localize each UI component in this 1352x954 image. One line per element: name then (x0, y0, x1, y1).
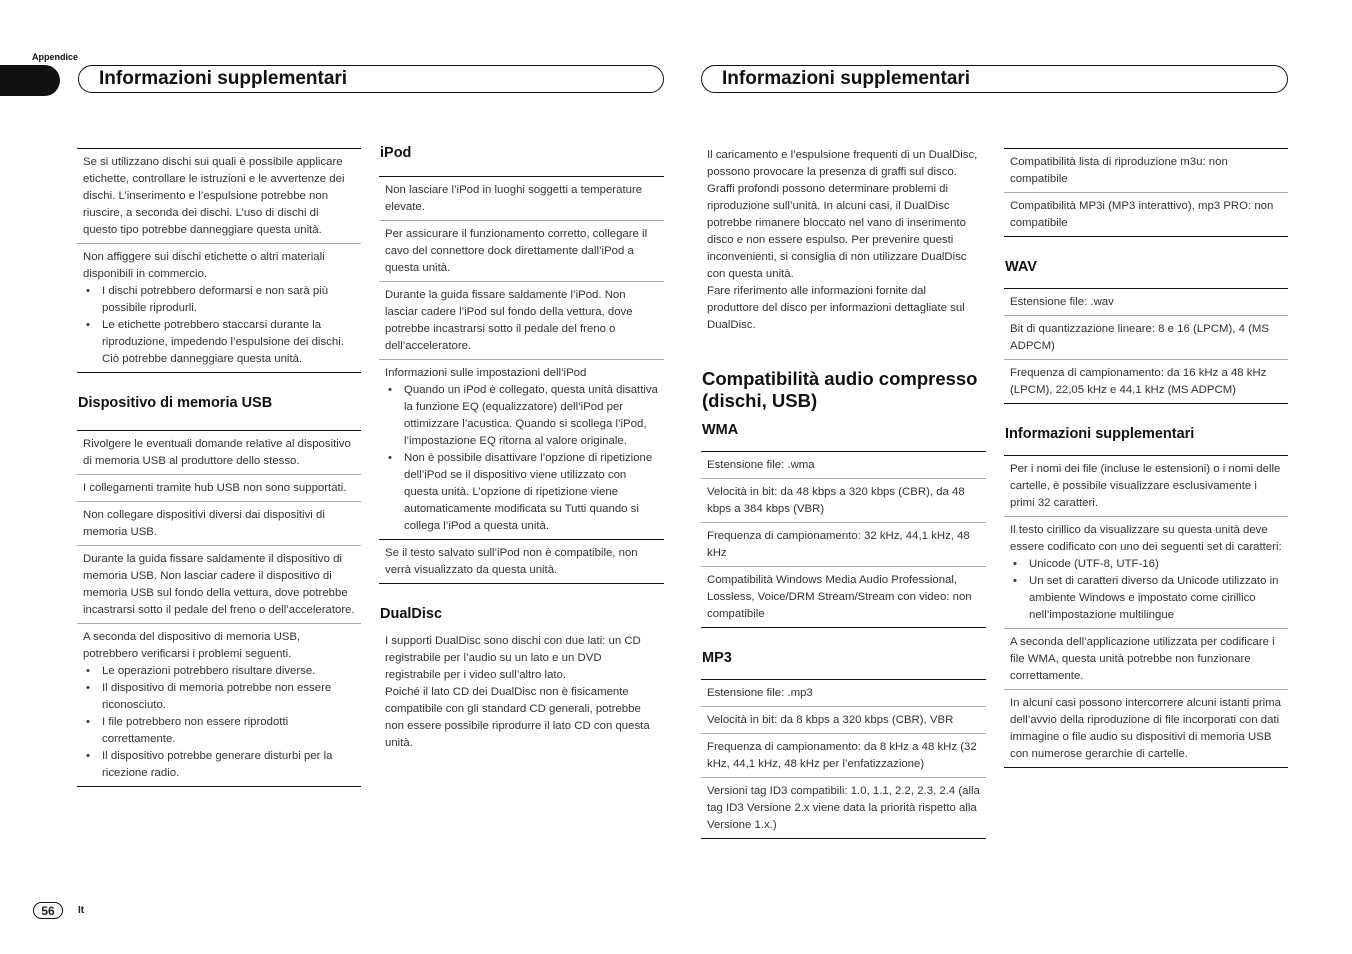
list-item (77, 624, 361, 786)
item-text: A seconda del dispositivo di memoria USB, potrebbero verificarsi i problemi seguenti. (83, 631, 301, 660)
list-item: Per assicurare il funzionamento corretto, collegare il cavo del connettore dock direttamente dall’iPod a questa unità. (379, 221, 664, 282)
page-header-left: Informazioni supplementari (78, 65, 664, 93)
list-item: Se il testo salvato sull’iPod non è compatibile, non verrà visualizzato da questa unità. (385, 547, 638, 576)
list-item: Estensione file: .wma (701, 452, 986, 479)
item-text: Informazioni sulle impostazioni dell’iPod (385, 367, 587, 379)
bullet-item: • I file potrebbero non essere riprodotti correttamente. (102, 714, 355, 748)
dualdisc-paragraph: Poiché il lato CD dei DualDisc non è fisicamente compatibile con gli standard CD generali, potrebbe non essere possibile riprodurre il lato CD con questa unità. (385, 686, 650, 749)
list-item: Compatibilità MP3i (MP3 interattivo), mp3 PRO: non compatibile (1010, 200, 1274, 229)
dualdisc-paragraph: Fare riferimento alle informazioni fornite dal produttore del disco per informazioni dettagliate sul DualDisc. (707, 285, 965, 331)
bullet-item: • Quando un iPod è collegato, questa unità disattiva la funzione EQ (equalizzatore) dell’iPod per ottimizzare l’acustica. Quando si scollega l’iPod, l’impostazione EQ ritorna al valore originale. (404, 382, 658, 450)
list-item: In alcuni casi possono intercorrere alcuni istanti prima dell’avvio della riproduzione di file incorporati con dati immagine o file audio su dispositivi di memoria USB con numerose gerarchie di cartelle. (1010, 697, 1281, 760)
wma-specs (701, 451, 986, 628)
column-4 (1004, 148, 1288, 768)
bullet-item: • I dischi potrebbero deformarsi e non sarà più possibile riprodurli. (102, 283, 355, 317)
usb-heading: Dispositivo di memoria USB (78, 395, 273, 411)
list-item: Estensione file: .wav (1004, 289, 1288, 316)
wma-heading: WMA (702, 422, 739, 438)
language-code: It (78, 905, 85, 916)
list-item: Se si utilizzano dischi sui quali è possibile applicare etichette, controllare le istruzioni e le avvertenze dei dischi. L’inserimento e l’espulsione potrebbe non riuscire, a seconda dei dischi. L’uso di dischi di questo tipo potrebbe danneggiare questa unità. (77, 149, 361, 244)
list-item: A seconda dell’applicazione utilizzata per codificare i file WMA, questa unità potrebbe non funzionare correttamente. (1004, 629, 1288, 690)
list-item: Frequenza di campionamento: da 16 kHz a 48 kHz (LPCM), 22,05 kHz e 44,1 kHz (MS ADPCM) (1010, 367, 1267, 396)
wav-heading: WAV (1005, 259, 1037, 275)
mp3-specs (701, 679, 986, 839)
column-1 (77, 148, 361, 787)
list-item: Bit di quantizzazione lineare: 8 e 16 (LPCM), 4 (MS ADPCM) (1004, 316, 1288, 360)
list-item: I collegamenti tramite hub USB non sono supportati. (77, 475, 361, 502)
list-item (1004, 517, 1288, 629)
info-notes (1004, 455, 1288, 768)
item-text: Il testo cirillico da visualizzare su questa unità deve essere codificato con uno dei seguenti set di caratteri: (1010, 524, 1282, 553)
bullet-item: • Non è possibile disattivare l’opzione di ripetizione dell’iPod se il dispositivo viene utilizzato con questa unità. L’opzione di ripetizione viene automaticamente modificata su Tutti quando si collega l’iPod a questa unità. (404, 450, 658, 535)
bullet-item: • Le etichette potrebbero staccarsi durante la riproduzione, impedendo l’espulsione dei dischi. Ciò potrebbe danneggiare questa unità. (102, 317, 355, 368)
dualdisc-paragraph: I supporti DualDisc sono dischi con due lati: un CD registrabile per l’audio su un lato e un DVD registrabile per i video sull’altro lato. (385, 635, 641, 681)
list-item: Non lasciare l’iPod in luoghi soggetti a temperature elevate. (379, 177, 664, 221)
column-2 (379, 145, 664, 752)
list-item: Velocità in bit: da 8 kbps a 320 kbps (CBR), VBR (701, 707, 986, 734)
bullet-item: • Un set di caratteri diverso da Unicode utilizzato in ambiente Windows e impostato come cirillico nell’impostazione multilingue (1029, 573, 1282, 624)
list-item: Frequenza di campionamento: da 8 kHz a 48 kHz (32 kHz, 44,1 kHz, 48 kHz per l’enfatizzazione) (701, 734, 986, 778)
disc-label-notes (77, 148, 361, 373)
list-item: Durante la guida fissare saldamente il dispositivo di memoria USB. Non lasciar cadere il dispositivo di memoria USB sul fondo della vettura, dove potrebbe incastrarsi sotto il pedale del freno o dell’acceleratore. (77, 546, 361, 624)
wav-specs (1004, 288, 1288, 404)
dualdisc-heading: DualDisc (380, 606, 443, 622)
list-item: Per i nomi dei file (incluse le estensioni) o i nomi delle cartelle, è possibile visualizzare esclusivamente i primi 32 caratteri. (1004, 456, 1288, 517)
appendix-label: Appendice (32, 52, 79, 62)
bullet-item: • Il dispositivo potrebbe generare disturbi per la ricezione radio. (102, 748, 355, 782)
list-item: Frequenza di campionamento: 32 kHz, 44,1 kHz, 48 kHz (701, 523, 986, 567)
bullet-item: • Le operazioni potrebbero risultare diverse. (102, 663, 355, 680)
info-heading: Informazioni supplementari (1005, 426, 1195, 442)
list-item: Non collegare dispositivi diversi dai dispositivi di memoria USB. (77, 502, 361, 546)
usb-notes (77, 430, 361, 787)
list-item: Compatibilità Windows Media Audio Professional, Lossless, Voice/DRM Stream/Stream con video: non compatibile (707, 574, 972, 620)
ipod-notes (379, 176, 664, 584)
list-item: Estensione file: .mp3 (701, 680, 986, 707)
list-item (77, 244, 361, 372)
page-number: 56 (33, 902, 63, 919)
dualdisc-paragraph: Il caricamento e l’espulsione frequenti di un DualDisc, possono provocare la presenza di graffi sul disco. Graffi profondi possono determinare problemi di riproduzione sull’unità. In alcuni casi, il DualDisc potrebbe rimanere bloccato nel vano di inserimento disco e non essere espulso. Per prevenire questi inconvenienti, si consiglia di non utilizzare DualDisc con questa unità. (707, 149, 978, 280)
bullet-item: • Unicode (UTF-8, UTF-16) (1029, 556, 1282, 573)
list-item (379, 360, 664, 540)
list-item: Versioni tag ID3 compatibili: 1.0, 1.1, 2.2, 2.3, 2.4 (alla tag ID3 Versione 2.x viene data la priorità rispetto alla Versione 1.x.) (707, 785, 980, 831)
page-header-right: Informazioni supplementari (701, 65, 1288, 93)
list-item: Compatibilità lista di riproduzione m3u: non compatibile (1004, 149, 1288, 193)
mp3-heading: MP3 (702, 650, 732, 666)
mp3-specs-continued (1004, 148, 1288, 237)
compat-heading: Compatibilità audio compresso (dischi, USB) (702, 368, 978, 411)
ipod-heading: iPod (380, 145, 412, 161)
item-text: Non affiggere sui dischi etichette o altri materiali disponibili in commercio. (83, 251, 325, 280)
section-tab-marker (0, 65, 60, 96)
list-item: Velocità in bit: da 48 kbps a 320 kbps (CBR), da 48 kbps a 384 kbps (VBR) (701, 479, 986, 523)
column-3 (701, 147, 986, 839)
bullet-item: • Il dispositivo di memoria potrebbe non essere riconosciuto. (102, 680, 355, 714)
list-item: Rivolgere le eventuali domande relative al dispositivo di memoria USB al produttore dello stesso. (77, 431, 361, 475)
list-item: Durante la guida fissare saldamente l’iPod. Non lasciar cadere l’iPod sul fondo della vettura, dove potrebbe incastrarsi sotto il pedale del freno o dell’acceleratore. (379, 282, 664, 360)
